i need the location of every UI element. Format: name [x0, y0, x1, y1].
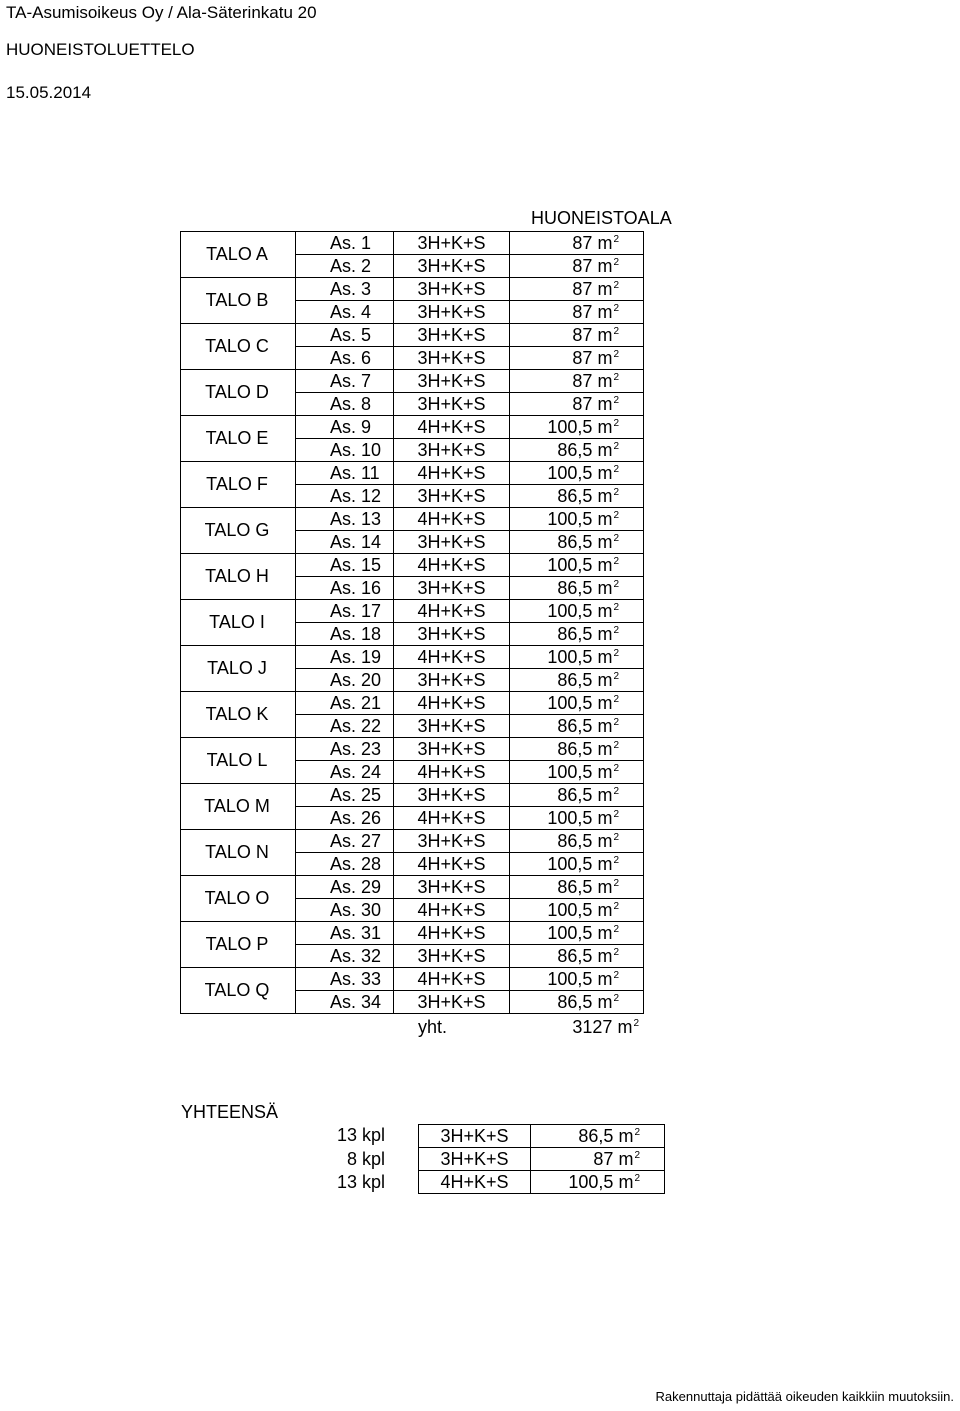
apartment-number-cell: As. 5	[296, 324, 394, 347]
apartment-type-cell: 4H+K+S	[394, 968, 510, 991]
apartment-type-cell: 3H+K+S	[394, 623, 510, 646]
summary-table	[418, 1124, 665, 1194]
table-row	[181, 968, 644, 991]
area-value: 86,5	[557, 876, 593, 897]
apartment-area-cell: 100,5 $m^2$	[510, 761, 644, 784]
summary-title: YHTEENSÄ	[181, 1102, 279, 1122]
apartment-number-cell: As. 32	[296, 945, 394, 968]
apartment-number-cell: As. 18	[296, 623, 394, 646]
apartment-area-cell: 86,5 $m^2$	[510, 531, 644, 554]
area-value: 100,5	[547, 508, 593, 529]
apartment-number-cell: As. 23	[296, 738, 394, 761]
area-value: 100,5	[547, 968, 593, 989]
apartment-area-cell: 87 $m^2$	[510, 324, 644, 347]
apartment-type-cell: 4H+K+S	[394, 807, 510, 830]
total-area: 3127 $m^2$	[572, 1017, 639, 1037]
area-value: 86,5	[557, 531, 593, 552]
summary-type-cell: 3H+K+S	[419, 1148, 531, 1171]
apartment-type-cell: 4H+K+S	[394, 416, 510, 439]
area-value: 100,5	[547, 761, 593, 782]
table-row	[181, 278, 644, 301]
apartment-number-cell: As. 21	[296, 692, 394, 715]
apartment-number-cell: As. 28	[296, 853, 394, 876]
apartment-type-cell: 3H+K+S	[394, 393, 510, 416]
building-cell: TALO F	[181, 462, 296, 508]
area-value: 87	[572, 232, 593, 253]
apartment-type-cell: 3H+K+S	[394, 439, 510, 462]
table-row	[181, 416, 644, 439]
area-value: 87	[572, 347, 593, 368]
apartment-area-cell: 100,5 $m^2$	[510, 554, 644, 577]
apartment-area-cell: 87 $m^2$	[510, 255, 644, 278]
apartment-area-cell: 86,5 $m^2$	[510, 830, 644, 853]
apartment-number-cell: As. 3	[296, 278, 394, 301]
summary-row	[419, 1125, 665, 1148]
apartment-type-cell: 3H+K+S	[394, 784, 510, 807]
apartment-number-cell: As. 27	[296, 830, 394, 853]
apartment-area-cell: 87 $m^2$	[510, 301, 644, 324]
area-value: 100,5	[547, 554, 593, 575]
apartment-type-cell: 4H+K+S	[394, 554, 510, 577]
area-value: 86,5	[557, 991, 593, 1012]
apartment-type-cell: 3H+K+S	[394, 531, 510, 554]
area-value: 86,5	[557, 577, 593, 598]
apartment-type-cell: 3H+K+S	[394, 577, 510, 600]
apartment-type-cell: 4H+K+S	[394, 853, 510, 876]
footer-note: Rakennuttaja pidättää oikeuden kaikkiin muutoksiin.	[655, 1389, 954, 1404]
building-cell: TALO C	[181, 324, 296, 370]
area-value: 86,5	[578, 1125, 614, 1146]
summary-area-cell: 87 $m^2$	[531, 1148, 665, 1171]
area-column-header: HUONEISTOALA	[531, 208, 672, 228]
total-label: yht.	[418, 1017, 448, 1037]
area-value: 100,5	[547, 807, 593, 828]
apartment-number-cell: As. 6	[296, 347, 394, 370]
area-value: 87	[572, 255, 593, 276]
table-row	[181, 876, 644, 899]
area-value: 86,5	[557, 623, 593, 644]
summary-area-cell: 100,5 $m^2$	[531, 1171, 665, 1194]
apartment-number-cell: As. 16	[296, 577, 394, 600]
apartment-type-cell: 4H+K+S	[394, 922, 510, 945]
summary-count: 8 kpl	[346, 1148, 385, 1169]
building-cell: TALO A	[181, 232, 296, 278]
area-value: 100,5	[547, 853, 593, 874]
summary-row	[419, 1171, 665, 1194]
apartment-area-cell: 87 $m^2$	[510, 347, 644, 370]
apartment-area-cell: 86,5 $m^2$	[510, 577, 644, 600]
apartment-area-cell: 86,5 $m^2$	[510, 669, 644, 692]
table-row	[181, 738, 644, 761]
apartment-table	[180, 231, 644, 1014]
building-cell: TALO M	[181, 784, 296, 830]
apartment-number-cell: As. 2	[296, 255, 394, 278]
table-row	[181, 324, 644, 347]
table-row	[181, 646, 644, 669]
building-cell: TALO E	[181, 416, 296, 462]
apartment-type-cell: 3H+K+S	[394, 991, 510, 1014]
building-cell: TALO O	[181, 876, 296, 922]
company-address: TA-Asumisoikeus Oy / Ala-Säterinkatu 20	[6, 3, 317, 22]
summary-count: 13 kpl	[336, 1125, 385, 1145]
area-value: 86,5	[557, 669, 593, 690]
apartment-type-cell: 3H+K+S	[394, 945, 510, 968]
area-value: 100,5	[547, 899, 593, 920]
building-cell: TALO N	[181, 830, 296, 876]
table-row	[181, 232, 644, 255]
area-value: 87	[572, 301, 593, 322]
building-cell: TALO I	[181, 600, 296, 646]
apartment-number-cell: As. 17	[296, 600, 394, 623]
building-cell: TALO P	[181, 922, 296, 968]
area-value: 87	[572, 278, 593, 299]
total-area-number: 3127	[572, 1017, 613, 1037]
summary-type-cell: 4H+K+S	[419, 1171, 531, 1194]
apartment-number-cell: As. 24	[296, 761, 394, 784]
apartment-type-cell: 4H+K+S	[394, 600, 510, 623]
apartment-area-cell: 100,5 $m^2$	[510, 968, 644, 991]
area-value: 86,5	[557, 784, 593, 805]
area-value: 87	[572, 370, 593, 391]
apartment-area-cell: 100,5 $m^2$	[510, 646, 644, 669]
document-title: HUONEISTOLUETTELO	[6, 40, 195, 59]
apartment-type-cell: 4H+K+S	[394, 508, 510, 531]
table-row	[181, 462, 644, 485]
apartment-number-cell: As. 26	[296, 807, 394, 830]
table-row	[181, 508, 644, 531]
table-row	[181, 830, 644, 853]
apartment-area-cell: 86,5 $m^2$	[510, 439, 644, 462]
building-cell: TALO J	[181, 646, 296, 692]
apartment-number-cell: As. 34	[296, 991, 394, 1014]
apartment-type-cell: 3H+K+S	[394, 669, 510, 692]
apartment-area-cell: 86,5 $m^2$	[510, 738, 644, 761]
area-value: 100,5	[547, 600, 593, 621]
apartment-type-cell: 3H+K+S	[394, 370, 510, 393]
apartment-type-cell: 3H+K+S	[394, 232, 510, 255]
apartment-type-cell: 4H+K+S	[394, 462, 510, 485]
apartment-type-cell: 3H+K+S	[394, 347, 510, 370]
apartment-type-cell: 4H+K+S	[394, 692, 510, 715]
apartment-area-cell: 100,5 $m^2$	[510, 600, 644, 623]
apartment-number-cell: As. 14	[296, 531, 394, 554]
table-row	[181, 922, 644, 945]
apartment-type-cell: 3H+K+S	[394, 255, 510, 278]
building-cell: TALO G	[181, 508, 296, 554]
building-cell: TALO Q	[181, 968, 296, 1014]
document-date: 15.05.2014	[6, 83, 92, 102]
area-value: 86,5	[557, 485, 593, 506]
apartment-area-cell: 100,5 $m^2$	[510, 807, 644, 830]
apartment-number-cell: As. 25	[296, 784, 394, 807]
apartment-number-cell: As. 22	[296, 715, 394, 738]
building-cell: TALO B	[181, 278, 296, 324]
summary-row	[419, 1148, 665, 1171]
apartment-area-cell: 87 $m^2$	[510, 278, 644, 301]
apartment-area-cell: 100,5 $m^2$	[510, 508, 644, 531]
summary-type-cell: 3H+K+S	[419, 1125, 531, 1148]
apartment-area-cell: 86,5 $m^2$	[510, 485, 644, 508]
table-row	[181, 692, 644, 715]
area-value: 100,5	[547, 692, 593, 713]
building-cell: TALO L	[181, 738, 296, 784]
area-value: 100,5	[547, 922, 593, 943]
apartment-type-cell: 3H+K+S	[394, 715, 510, 738]
building-cell: TALO H	[181, 554, 296, 600]
apartment-area-cell: 100,5 $m^2$	[510, 692, 644, 715]
apartment-type-cell: 3H+K+S	[394, 278, 510, 301]
apartment-number-cell: As. 8	[296, 393, 394, 416]
area-value: 87	[572, 324, 593, 345]
apartment-number-cell: As. 15	[296, 554, 394, 577]
building-cell: TALO K	[181, 692, 296, 738]
apartment-number-cell: As. 12	[296, 485, 394, 508]
area-value: 87	[572, 393, 593, 414]
apartment-type-cell: 4H+K+S	[394, 899, 510, 922]
apartment-type-cell: 3H+K+S	[394, 830, 510, 853]
area-value: 86,5	[557, 945, 593, 966]
building-cell: TALO D	[181, 370, 296, 416]
area-value: 100,5	[547, 646, 593, 667]
apartment-area-cell: 100,5 $m^2$	[510, 462, 644, 485]
apartment-area-cell: 87 $m^2$	[510, 393, 644, 416]
apartment-type-cell: 3H+K+S	[394, 738, 510, 761]
area-value: 87	[593, 1148, 614, 1169]
apartment-type-cell: 3H+K+S	[394, 301, 510, 324]
apartment-number-cell: As. 19	[296, 646, 394, 669]
area-value: 86,5	[557, 738, 593, 759]
apartment-area-cell: 86,5 $m^2$	[510, 715, 644, 738]
apartment-area-cell: 100,5 $m^2$	[510, 922, 644, 945]
apartment-number-cell: As. 1	[296, 232, 394, 255]
summary-area-cell: 86,5 $m^2$	[531, 1125, 665, 1148]
summary-count: 13 kpl	[336, 1172, 385, 1192]
apartment-number-cell: As. 7	[296, 370, 394, 393]
apartment-area-cell: 100,5 $m^2$	[510, 416, 644, 439]
apartment-type-cell: 3H+K+S	[394, 324, 510, 347]
apartment-number-cell: As. 31	[296, 922, 394, 945]
area-value: 86,5	[557, 439, 593, 460]
table-row	[181, 554, 644, 577]
table-row	[181, 370, 644, 393]
area-value: 86,5	[557, 830, 593, 851]
apartment-number-cell: As. 9	[296, 416, 394, 439]
apartment-type-cell: 3H+K+S	[394, 876, 510, 899]
apartment-area-cell: 86,5 $m^2$	[510, 623, 644, 646]
apartment-area-cell: 86,5 $m^2$	[510, 945, 644, 968]
apartment-number-cell: As. 11	[296, 462, 394, 485]
apartment-area-cell: 86,5 $m^2$	[510, 991, 644, 1014]
area-value: 86,5	[557, 715, 593, 736]
apartment-number-cell: As. 29	[296, 876, 394, 899]
apartment-area-cell: 87 $m^2$	[510, 232, 644, 255]
apartment-area-cell: 86,5 $m^2$	[510, 784, 644, 807]
apartment-area-cell: 87 $m^2$	[510, 370, 644, 393]
apartment-area-cell: 86,5 $m^2$	[510, 876, 644, 899]
table-row	[181, 600, 644, 623]
apartment-number-cell: As. 30	[296, 899, 394, 922]
area-value: 100,5	[547, 416, 593, 437]
area-value: 100,5	[568, 1171, 614, 1192]
apartment-number-cell: As. 33	[296, 968, 394, 991]
apartment-number-cell: As. 4	[296, 301, 394, 324]
apartment-area-cell: 100,5 $m^2$	[510, 899, 644, 922]
apartment-number-cell: As. 20	[296, 669, 394, 692]
table-row	[181, 784, 644, 807]
apartment-number-cell: As. 10	[296, 439, 394, 462]
apartment-type-cell: 3H+K+S	[394, 485, 510, 508]
apartment-type-cell: 4H+K+S	[394, 761, 510, 784]
area-value: 100,5	[547, 462, 593, 483]
apartment-area-cell: 100,5 $m^2$	[510, 853, 644, 876]
apartment-type-cell: 4H+K+S	[394, 646, 510, 669]
apartment-number-cell: As. 13	[296, 508, 394, 531]
